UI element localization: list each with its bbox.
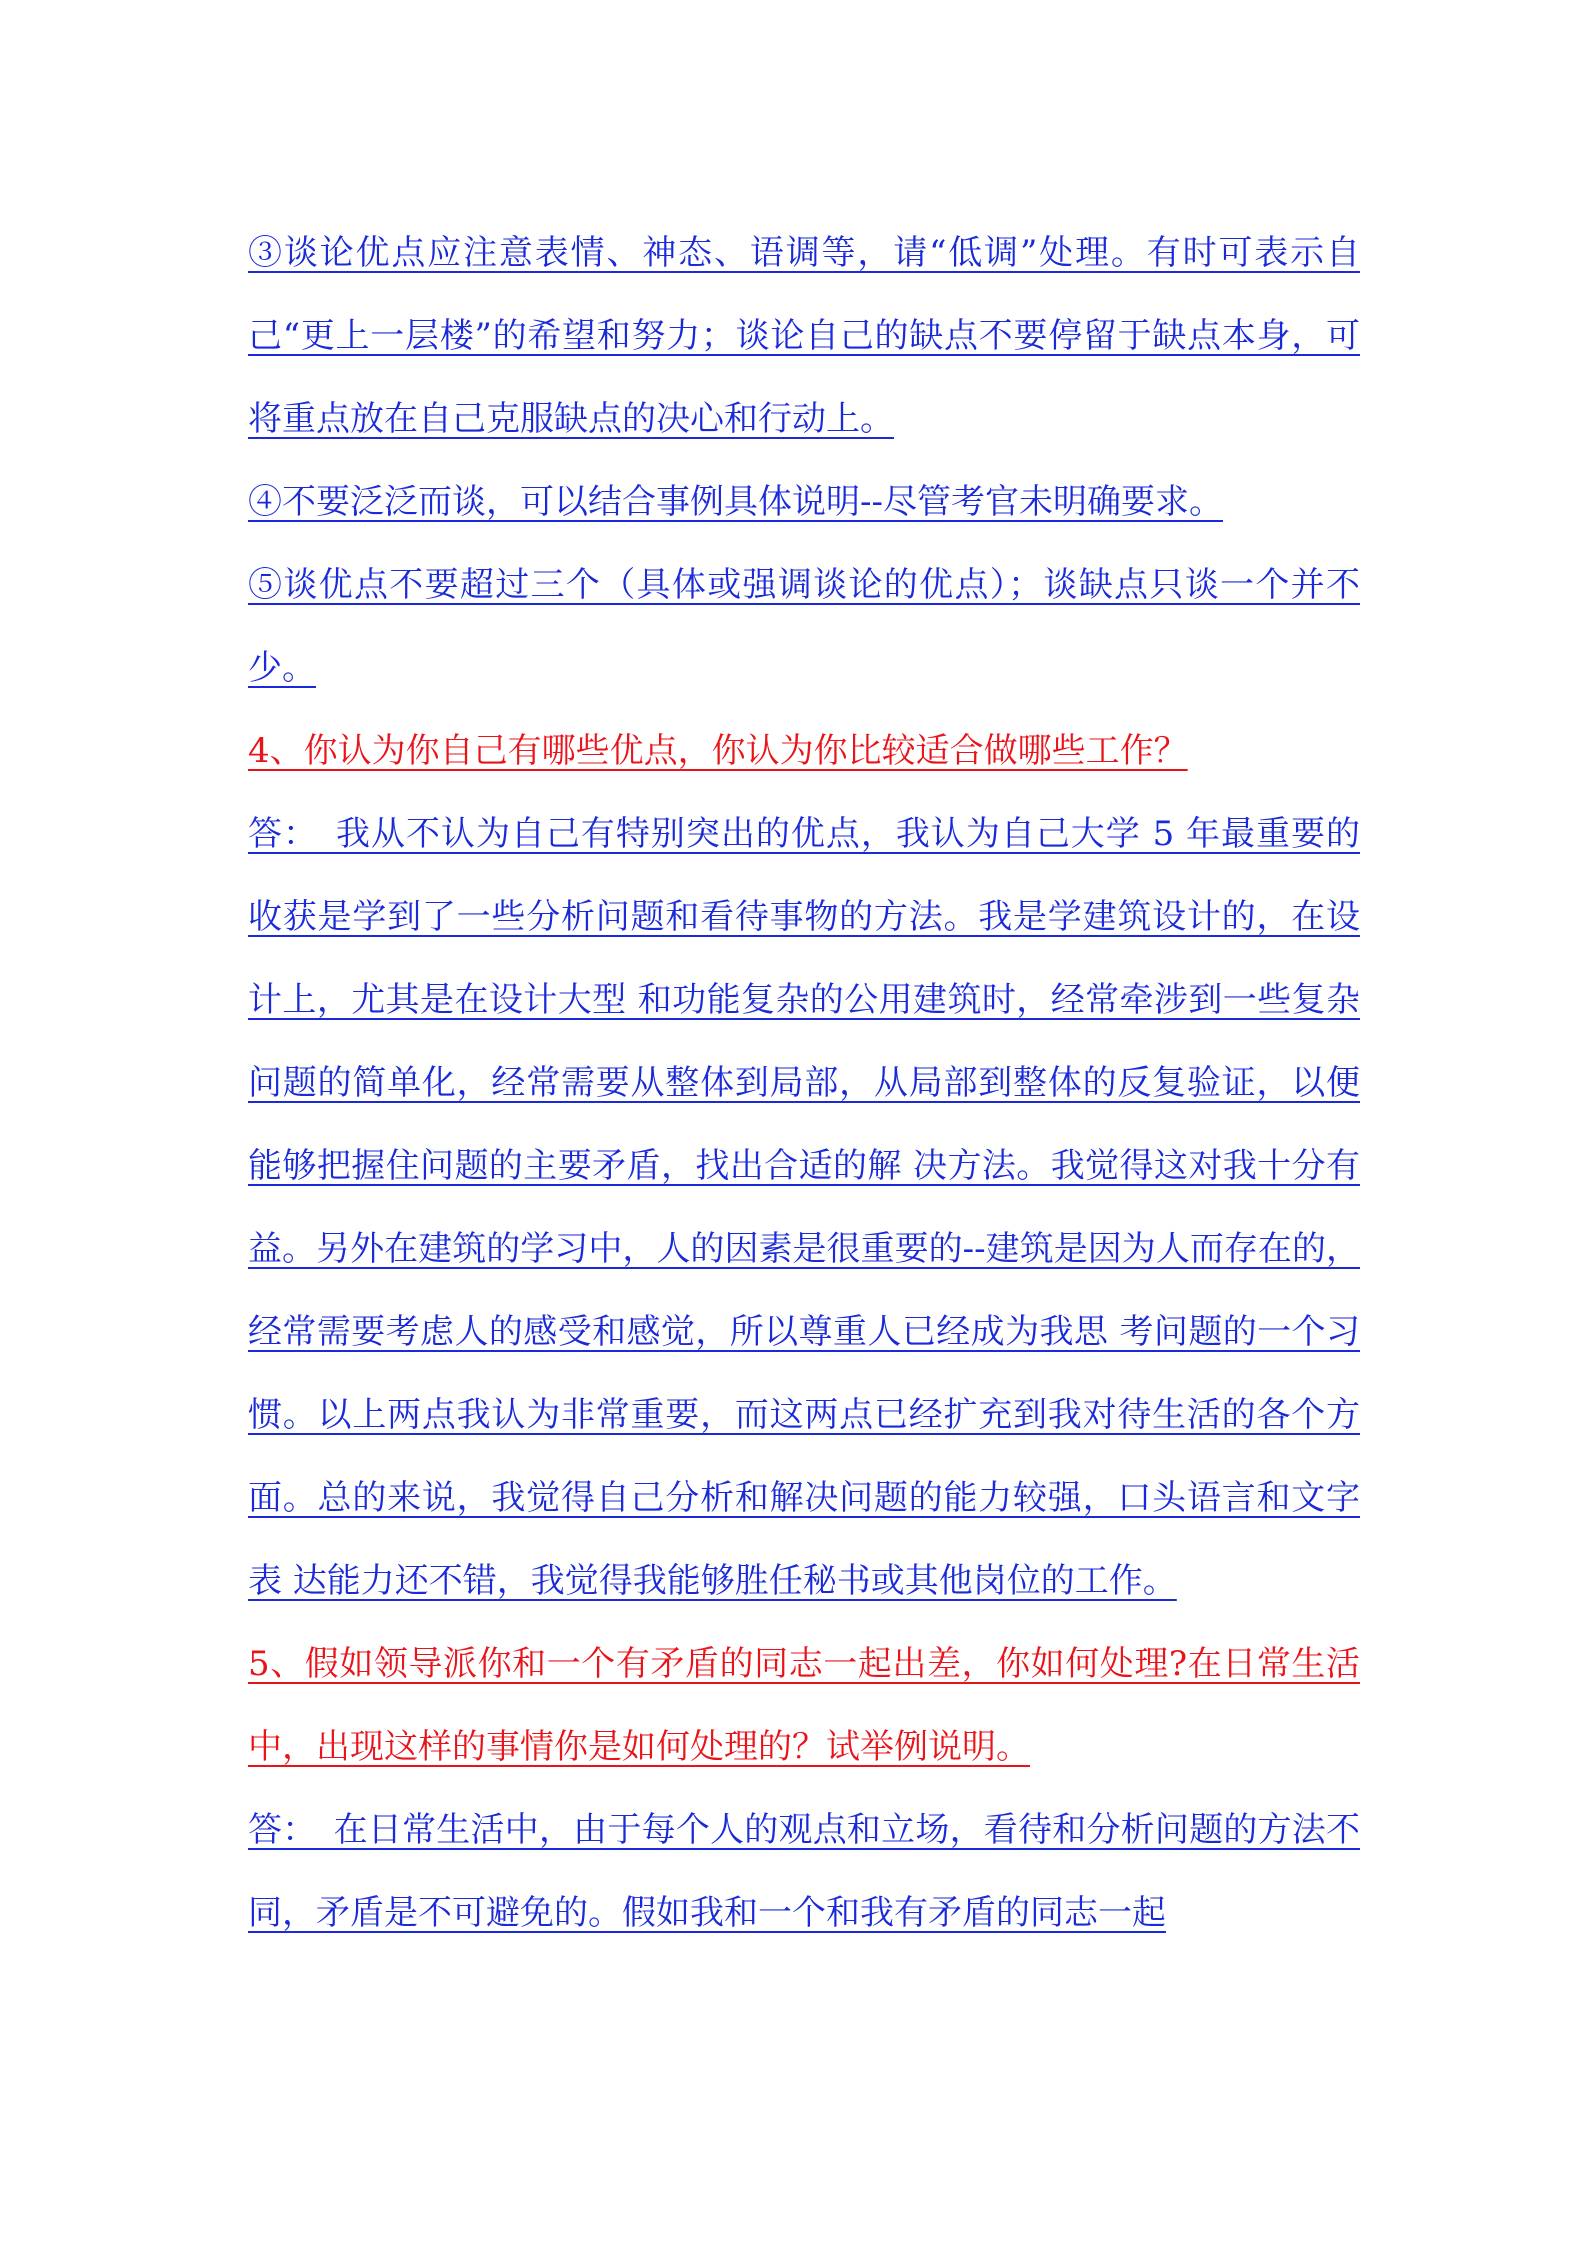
- point-paragraph-4: ④不要泛泛而谈，可以结合事例具体说明--尽管考官未明确要求。: [248, 482, 1223, 522]
- answer-5-paragraph: 答： 在日常生活中，由于每个人的观点和立场，看待和分析问题的方法不同，矛盾是不可避免的。假如我和一个和我有矛盾的同志一起: [248, 1810, 1360, 1933]
- question-4-heading: 4、你认为你自己有哪些优点，你认为你比较适合做哪些工作？: [248, 731, 1188, 771]
- answer-4-paragraph: 答： 我从不认为自己有特别突出的优点，我认为自己大学 5 年最重要的收获是学到了一些分析问题和看待事物的方法。我是学建筑设计的，在设计上，尤其是在设计大型 和功能复杂的公用建筑时，经常牵涉到一些复杂问题的简单化，经常需要从整体到局部，从局部到整体的反复验证，以便能够把握住问题的主要矛盾，找出合适的解 决方法。我觉得这对我十分有益。另外在建筑的学习中，人的因素是很重要的--建筑是因为人而存在的，经常需要考虑人的感受和感觉，所以尊重人已经成为我思 考问题的一个习惯。以上两点我认为非常重要，而这两点已经扩充到我对待生活的各个方面。总的来说，我觉得自己分析和解决问题的能力较强，口头语言和文字表 达能力还不错，我觉得我能够胜任秘书或其他岗位的工作。: [248, 814, 1360, 1601]
- document-page: [248, 212, 1360, 1955]
- question-5-heading: 5、假如领导派你和一个有矛盾的同志一起出差，你如何处理?在日常生活中，出现这样的事情你是如何处理的？试举例说明。: [248, 1644, 1360, 1767]
- point-paragraph-3: ③谈论优点应注意表情、神态、语调等，请“低调”处理。有时可表示自己“更上一层楼”的希望和努力；谈论自己的缺点不要停留于缺点本身，可将重点放在自己克服缺点的决心和行动上。: [248, 233, 1360, 439]
- point-paragraph-5: ⑤谈优点不要超过三个（具体或强调谈论的优点）；谈缺点只谈一个并不少。: [248, 565, 1360, 688]
